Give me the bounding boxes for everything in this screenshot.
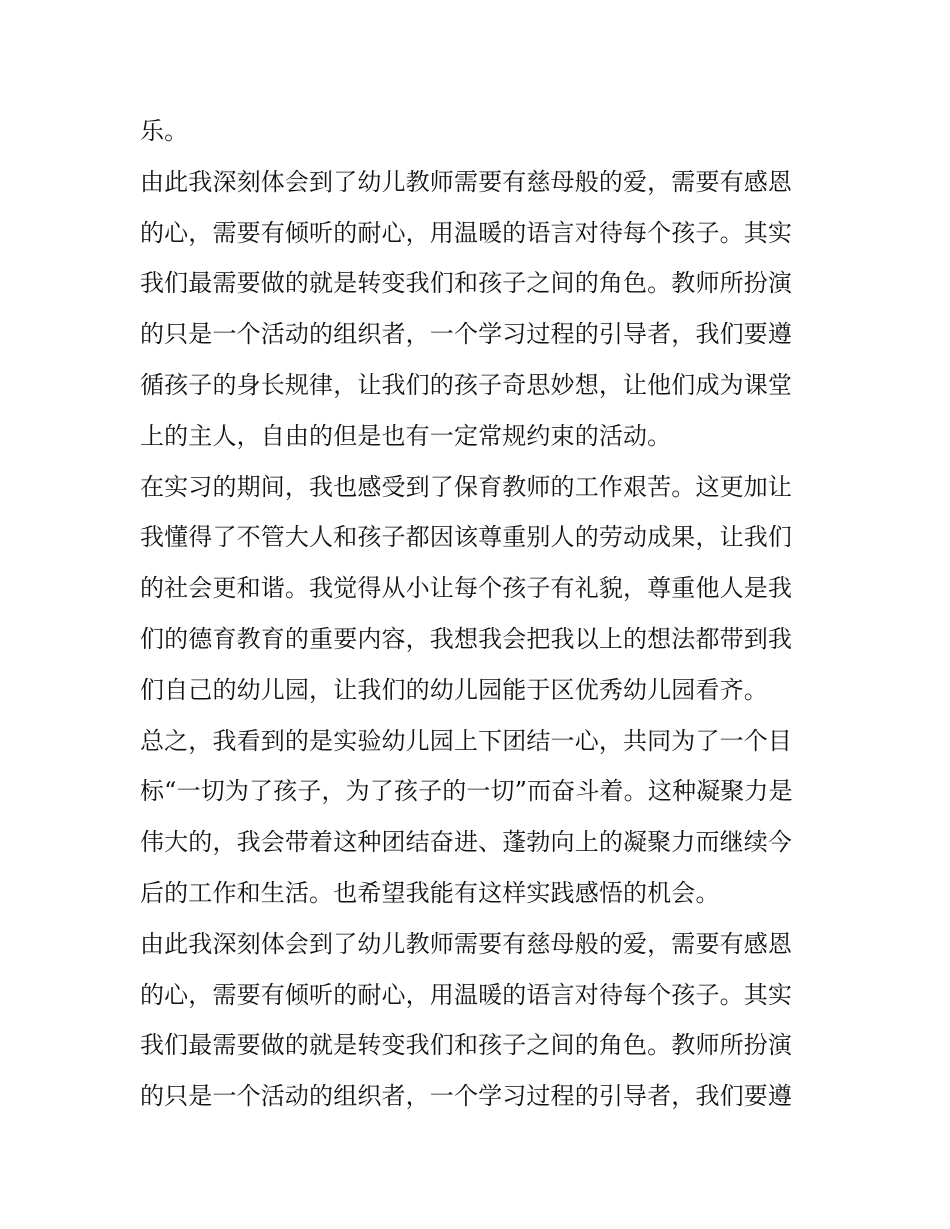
text-line-11: 们的德育教育的重要内容，我想我会把我以上的想法都带到我 bbox=[140, 624, 793, 653]
text-line-13: 总之，我看到的是实验幼儿园上下团结一心，共同为了一个目 bbox=[140, 726, 793, 755]
text-line-12: 们自己的幼儿园，让我们的幼儿园能于区优秀幼儿园看齐。 bbox=[140, 675, 768, 704]
text-line-7: 上的主人，自由的但是也有一定常规约束的活动。 bbox=[140, 421, 672, 450]
body-text bbox=[140, 106, 820, 1122]
text-line-15: 伟大的，我会带着这种团结奋进、蓬勃向上的凝聚力而继续今 bbox=[140, 828, 793, 857]
text-line-20: 的只是一个活动的组织者，一个学习过程的引导者，我们要遵 bbox=[140, 1082, 793, 1111]
text-line-6: 循孩子的身长规律，让我们的孩子奇思妙想，让他们成为课堂 bbox=[140, 370, 793, 399]
text-line-4: 我们最需要做的就是转变我们和孩子之间的角色。教师所扮演 bbox=[140, 269, 793, 298]
text-line-14: 标“一切为了孩子，为了孩子的一切”而奋斗着。这种凝聚力是 bbox=[140, 777, 793, 806]
text-line-5: 的只是一个活动的组织者，一个学习过程的引导者，我们要遵 bbox=[140, 320, 793, 349]
text-line-17: 由此我深刻体会到了幼儿教师需要有慈母般的爱，需要有感恩 bbox=[140, 929, 793, 958]
text-line-1: 乐。 bbox=[140, 117, 189, 145]
text-line-3: 的心，需要有倾听的耐心，用温暖的语言对待每个孩子。其实 bbox=[140, 218, 793, 247]
text-line-19: 我们最需要做的就是转变我们和孩子之间的角色。教师所扮演 bbox=[140, 1031, 793, 1060]
text-line-10: 的社会更和谐。我觉得从小让每个孩子有礼貌，尊重他人是我 bbox=[140, 574, 793, 603]
text-line-9: 我懂得了不管大人和孩子都因该尊重别人的劳动成果，让我们 bbox=[140, 523, 793, 552]
text-line-18: 的心，需要有倾听的耐心，用温暖的语言对待每个孩子。其实 bbox=[140, 980, 793, 1009]
text-line-8: 在实习的期间，我也感受到了保育教师的工作艰苦。这更加让 bbox=[140, 472, 793, 501]
text-line-2: 由此我深刻体会到了幼儿教师需要有慈母般的爱，需要有感恩 bbox=[140, 167, 793, 196]
text-line-16: 后的工作和生活。也希望我能有这样实践感悟的机会。 bbox=[140, 878, 720, 907]
